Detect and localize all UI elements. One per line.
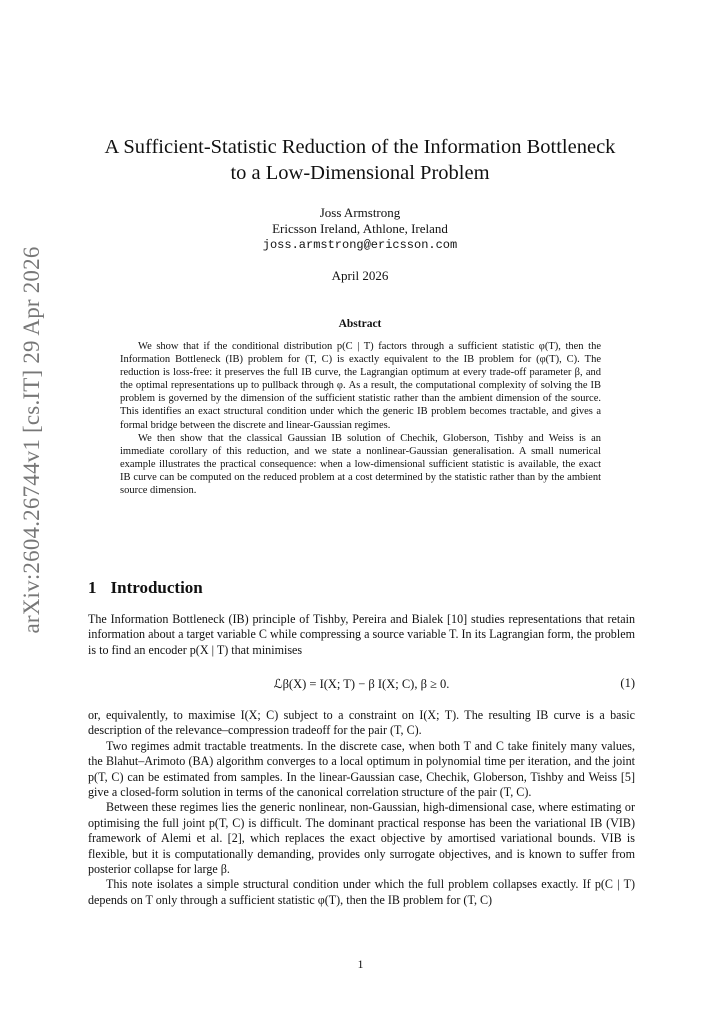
section-number: 1 [88, 578, 97, 597]
title-line-1: A Sufficient-Statistic Reduction of the Information Bottleneck [104, 136, 616, 158]
section-heading [88, 578, 203, 598]
abstract-paragraph: We show that if the conditional distribution p(C | T) factors through a sufficient statistic φ(T), then the Information Bottleneck (IB) problem for (T, C) is exactly equivalent to the IB problem for (φ(T), C). The reduction is loss-free: it preserves the full IB curve, the Lagrangian optimum at every trade-off parameter β, and the optimal representations up to pullback through φ. As a result, the computational complexity of solving the IB problem is governed by the dimension of the sufficient statistic rather than the ambient dimension of the source. This identifies an exact structural condition under which the generic IB problem becomes tractable, and gives a formal bridge between the discrete and linear-Gaussian regimes. [120, 341, 601, 431]
abstract-body [120, 340, 601, 497]
abstract-heading: Abstract [338, 318, 382, 330]
body-paragraph: Between these regimes lies the generic nonlinear, non-Gaussian, high-dimensional case, where estimating or optimising the full joint p(T, C) is difficult. The dominant practical response has been the variational IB (VIB) framework of Alemi et al. [2], which replaces the exact objective by amortised variational bounds. VIB is flexible, but it is computationally demanding, provides only surrogate objectives, and is known to suffer from posterior collapse for large β. [88, 800, 635, 877]
paper-date: April 2026 [331, 268, 389, 283]
author-affiliation: Ericsson Ireland, Athlone, Ireland [272, 221, 448, 236]
body-paragraph: The Information Bottleneck (IB) principle of Tishby, Pereira and Bialek [10] studies representations that retain information about a target variable C while compressing a source variable T. In its Lagrangian form, the problem is to find an encoder p(X | T) that minimises [88, 612, 635, 657]
body-paragraph: or, equivalently, to maximise I(X; C) subject to a constraint on I(X; T). The resulting IB curve is a basic description of the relevance–compression tradeoff for the pair (T, C). [88, 708, 635, 738]
equation-body: ℒβ(X) = I(X; T) − β I(X; C), β ≥ 0. [273, 677, 450, 691]
author-block [60, 205, 660, 253]
arxiv-identifier: arXiv:2604.26744v1 [cs.IT] 29 Apr 2026 [19, 246, 44, 634]
arxiv-sidebar [12, 120, 52, 760]
title-line-2: to a Low-Dimensional Problem [230, 162, 490, 184]
author-name: Joss Armstrong [319, 205, 401, 220]
paper-title [60, 134, 660, 186]
body-paragraph: This note isolates a simple structural condition under which the full problem collapses exactly. If p(C | T) depends on T only through a sufficient statistic φ(T), then the IB problem for (T, C) [88, 877, 635, 907]
equation-number: (1) [620, 676, 635, 690]
section-title: Introduction [110, 578, 203, 597]
abstract-paragraph: We then show that the classical Gaussian IB solution of Chechik, Globerson, Tishby and Weiss is an immediate corollary of this reduction, and we state a nonlinear-Gaussian generalisation. A small numerical example illustrates the practical consequence: when a low-dimensional sufficient statistic is available, the exact IB curve can be computed on the reduced problem at a cost determined by the statistic rather than by the ambient source dimension. [120, 432, 601, 497]
equation-1 [88, 676, 635, 694]
intro-paragraph-1 [88, 612, 635, 658]
body-paragraph: Two regimes admit tractable treatments. In the discrete case, when both T and C take finitely many values, the Blahut–Arimoto (BA) algorithm converges to a local optimum in polynomial time per iteration, and the joint p(T, C) can be estimated from samples. In the linear-Gaussian case, Chechik, Globerson, Tishby and Weiss [5] give a closed-form solution in terms of the canonical correlation structure of the pair (T, C). [88, 738, 635, 800]
page-number: 1 [357, 957, 364, 971]
author-email: joss.armstrong@ericsson.com [262, 238, 458, 252]
intro-body [88, 708, 635, 908]
